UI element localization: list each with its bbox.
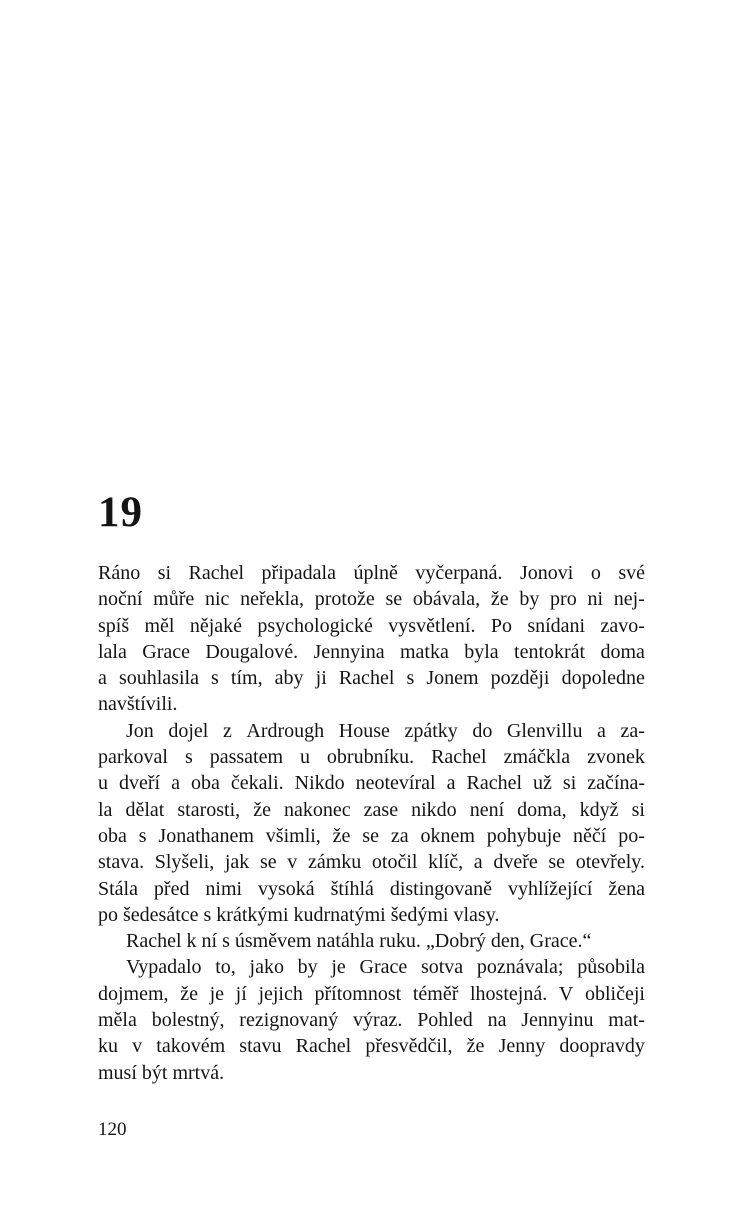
text-line: Rachel k ní s úsměvem natáhla ruku. „Dobrý den, Grace.“ [126,930,592,953]
text-line: Vypadalo to, jako by je Grace sotva poznávala; působila [126,956,645,979]
text-line: měla bolestný, rezignovaný výraz. Pohled na Jennyinu mat- [98,1009,645,1032]
text-line: u dveří a oba čekali. Nikdo neotevíral a Rachel už si začína- [98,772,645,795]
chapter-number: 19 [98,489,143,536]
text-block [98,560,645,1086]
text-line: Stála před nimi vysoká štíhlá distingovaně vyhlížející žena [98,877,645,900]
text-line: po šedesátce s krátkými kudrnatými šedými vlasy. [98,903,500,926]
text-line: musí být mrtvá. [98,1061,225,1084]
text-line: noční můře nic neřekla, protože se obávala, že by pro ni nej- [98,588,645,611]
text-line: lala Grace Dougalové. Jennyina matka byla tentokrát doma [98,640,645,663]
text-line: spíš měl nějaké psychologické vysvětlení. Po snídani zavo- [98,614,645,637]
text-line: la dělat starosti, že nakonec zase nikdo není doma, když si [98,798,645,821]
page-number: 120 [98,1119,127,1140]
text-line: ku v takovém stavu Rachel přesvědčil, že Jenny doopravdy [98,1035,645,1058]
text-line: Jon dojel z Ardrough House zpátky do Glenvillu a za- [126,719,645,742]
text-line: navštívili. [98,693,178,716]
text-line: oba s Jonathanem všimli, že se za oknem pohybuje něčí po- [98,824,645,847]
text-line: a souhlasila s tím, aby ji Rachel s Jonem později dopoledne [98,667,645,690]
text-line: dojmem, že je jí jejich přítomnost téměř lhostejná. V obličeji [98,982,645,1005]
text-line: Ráno si Rachel připadala úplně vyčerpaná. Jonovi o své [98,562,645,584]
text-line: stava. Slyšeli, jak se v zámku otočil klíč, a dveře se otevřely. [98,851,645,874]
text-line: parkoval s passatem u obrubníku. Rachel zmáčkla zvonek [98,746,645,769]
